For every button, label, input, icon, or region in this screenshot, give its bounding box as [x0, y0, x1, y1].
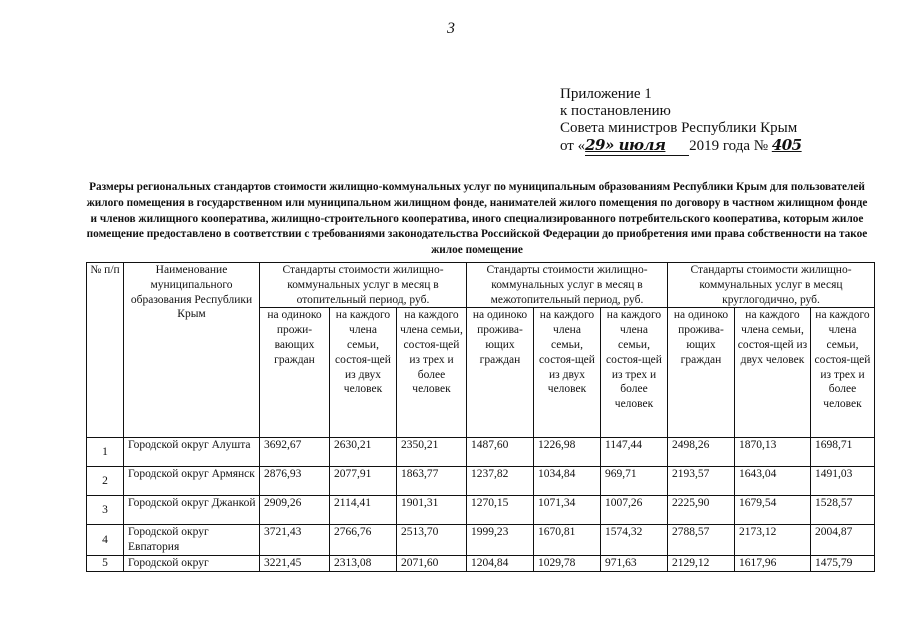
row-value: 3692,67 — [260, 438, 330, 467]
row-value: 1007,26 — [601, 496, 668, 525]
row-value: 1698,71 — [811, 438, 875, 467]
date-signature-field — [585, 137, 689, 156]
row-value: 2004,87 — [811, 525, 875, 556]
rates-table — [86, 262, 875, 572]
number-handwritten: 405 — [771, 136, 802, 154]
row-value: 2498,26 — [668, 438, 735, 467]
row-value: 1870,13 — [735, 438, 811, 467]
header-group-heating: Стандарты стоимости жилищно-коммунальных услуг в месяц в отопительный период, руб. — [260, 263, 467, 308]
row-value: 969,71 — [601, 467, 668, 496]
subheader-cell: на каждого члена семьи, состоя-щей из трех и более человек — [397, 308, 467, 438]
row-value: 2173,12 — [735, 525, 811, 556]
date-handwritten: 29» июля — [585, 136, 666, 154]
row-value: 1574,32 — [601, 525, 668, 556]
appendix-line-2: к постановлению — [560, 103, 671, 119]
row-value: 2876,93 — [260, 467, 330, 496]
header-group-nonheating: Стандарты стоимости жилищно-коммунальных услуг в месяц в межотопительный период, руб. — [467, 263, 668, 308]
document-title: Размеры региональных стандартов стоимости жилищно-коммунальных услуг по муниципальным образованиям Республики Крым для пользователей жилого помещения в государственном или муниципальном жилищном фонде, нанимателей жилого помещения по договору в частном жилищном фонде и членов жилищного кооператива, жилищно-строительного кооператива, иного специализированного потребительского кооператива, которым жилое помещение предоставлено в соответствии с требованиями законодательства Российской Федерации до приобретения ими права собственности на такое жилое помещение — [86, 181, 868, 257]
row-value: 971,63 — [601, 555, 668, 571]
row-value: 1863,77 — [397, 467, 467, 496]
row-value: 1643,04 — [735, 467, 811, 496]
table-row — [87, 525, 875, 556]
row-value: 1487,60 — [467, 438, 534, 467]
appendix-header — [560, 86, 802, 156]
row-value: 2225,90 — [668, 496, 735, 525]
row-value: 3721,43 — [260, 525, 330, 556]
row-name: Городской округ Армянск — [124, 467, 260, 496]
header-name: Наименование муниципального образования Республики Крым — [124, 263, 260, 438]
row-value: 1147,44 — [601, 438, 668, 467]
row-value: 1270,15 — [467, 496, 534, 525]
table-row — [87, 496, 875, 525]
row-value: 1999,23 — [467, 525, 534, 556]
subheader-cell: на одиноко прожива-ющих граждан — [467, 308, 534, 438]
table-row — [87, 438, 875, 467]
row-value: 2630,21 — [330, 438, 397, 467]
row-value: 1491,03 — [811, 467, 875, 496]
row-value: 1071,34 — [534, 496, 601, 525]
row-value: 1528,57 — [811, 496, 875, 525]
row-value: 1029,78 — [534, 555, 601, 571]
row-num: 3 — [87, 496, 124, 525]
row-value: 2071,60 — [397, 555, 467, 571]
row-value: 2766,76 — [330, 525, 397, 556]
date-prefix: от « — [560, 138, 586, 154]
row-name: Городской округ Джанкой — [124, 496, 260, 525]
row-value: 1679,54 — [735, 496, 811, 525]
row-value: 2077,91 — [330, 467, 397, 496]
row-value: 2350,21 — [397, 438, 467, 467]
row-name: Городской округ — [124, 555, 260, 571]
table-row — [87, 555, 875, 571]
table-row — [87, 467, 875, 496]
table-header-row — [87, 263, 875, 308]
row-value: 1617,96 — [735, 555, 811, 571]
date-suffix: 2019 года № — [689, 138, 769, 154]
row-value: 2513,70 — [397, 525, 467, 556]
appendix-line-1: Приложение 1 — [560, 86, 652, 102]
subheader-cell: на каждого члена семьи, состоя-щей из двух человек — [330, 308, 397, 438]
appendix-date-line — [560, 137, 802, 156]
row-value: 1034,84 — [534, 467, 601, 496]
row-value: 2909,26 — [260, 496, 330, 525]
subheader-cell: на каждого члена семьи, состоя-щей из двух человек — [735, 308, 811, 438]
row-num: 2 — [87, 467, 124, 496]
row-value: 3221,45 — [260, 555, 330, 571]
row-value: 1204,84 — [467, 555, 534, 571]
appendix-line-3: Совета министров Республики Крым — [560, 120, 798, 136]
subheader-cell: на каждого члена семьи, состоя-щей из двух человек — [534, 308, 601, 438]
row-value: 1475,79 — [811, 555, 875, 571]
row-value: 2313,08 — [330, 555, 397, 571]
row-value: 1901,31 — [397, 496, 467, 525]
row-value: 1237,82 — [467, 467, 534, 496]
row-value: 1226,98 — [534, 438, 601, 467]
row-name: Городской округ Евпатория — [124, 525, 260, 556]
subheader-cell: на каждого члена семьи, состоя-щей из трех и более человек — [601, 308, 668, 438]
row-value: 2114,41 — [330, 496, 397, 525]
row-num: 1 — [87, 438, 124, 467]
header-num: № п/п — [87, 263, 124, 438]
row-value: 1670,81 — [534, 525, 601, 556]
row-value: 2788,57 — [668, 525, 735, 556]
row-value: 2129,12 — [668, 555, 735, 571]
row-value: 2193,57 — [668, 467, 735, 496]
subheader-cell: на одиноко прожи-вающих граждан — [260, 308, 330, 438]
page-number: 3 — [447, 20, 455, 37]
subheader-cell: на одиноко прожива-ющих граждан — [668, 308, 735, 438]
row-name: Городской округ Алушта — [124, 438, 260, 467]
row-num: 5 — [87, 555, 124, 571]
row-num: 4 — [87, 525, 124, 556]
header-group-yearround: Стандарты стоимости жилищно-коммунальных услуг в месяц круглогодично, руб. — [668, 263, 875, 308]
subheader-cell: на каждого члена семьи, состоя-щей из трех и более человек — [811, 308, 875, 438]
